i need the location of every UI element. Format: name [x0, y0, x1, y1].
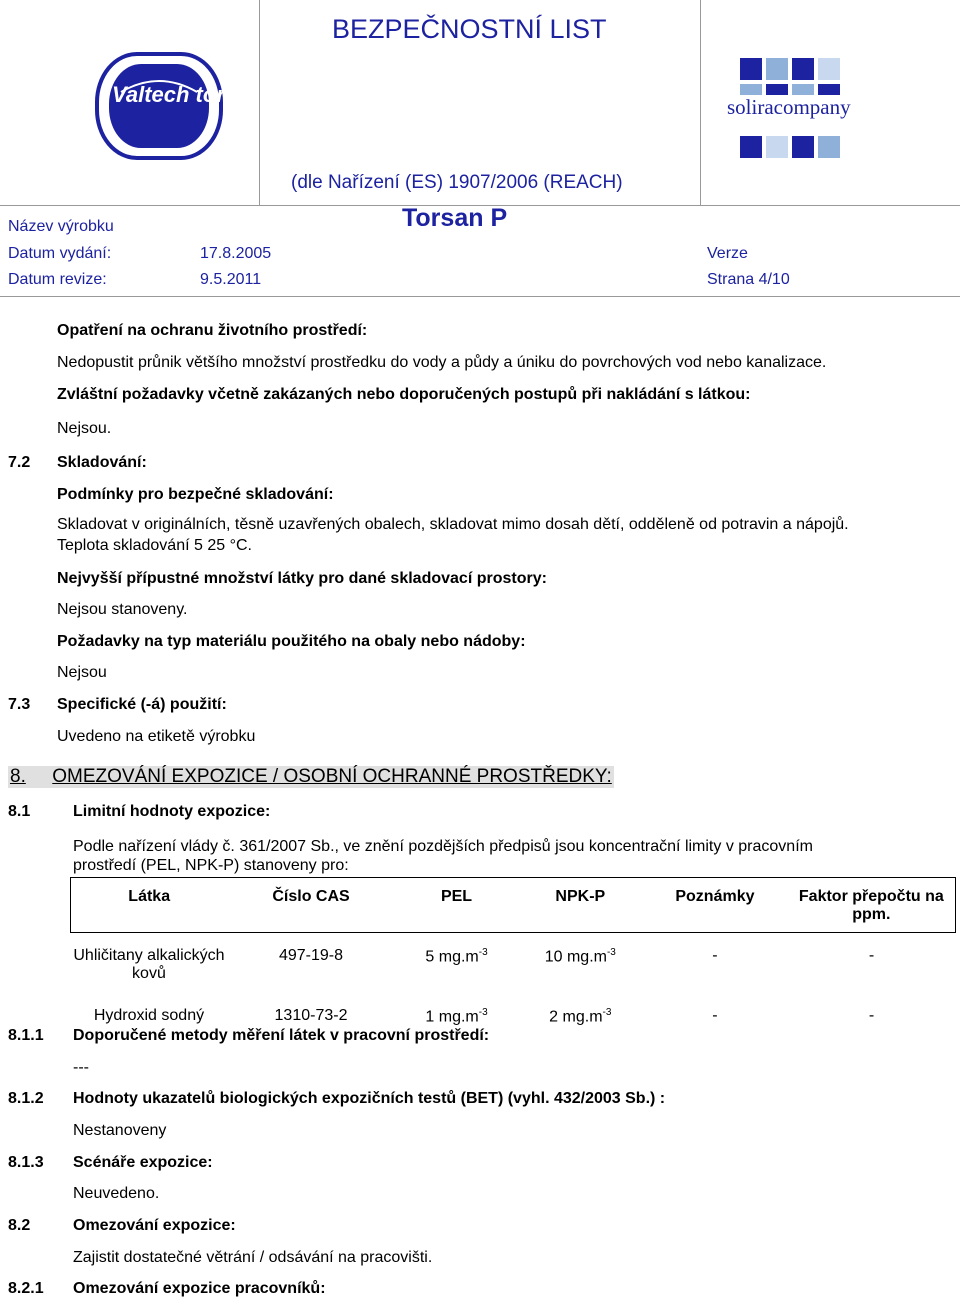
regulation-subtitle: (dle Nařízení (ES) 1907/2006 (REACH)	[291, 172, 623, 193]
pel-value: 5 mg.m	[425, 948, 479, 966]
section-7-3-number: 7.3	[8, 696, 31, 713]
storage-conditions-heading: Podmínky pro bezpečné skladování:	[57, 486, 334, 503]
npk-exponent: -3	[602, 1007, 612, 1018]
valtech-logo-text: Valtech tors	[112, 82, 238, 107]
revision-date-value: 9.5.2011	[200, 271, 262, 288]
table-cell-pel	[395, 933, 519, 1000]
storage-conditions-text: Skladovat v originálních, těsně uzavřených obalech, skladovat mimo dosah dětí, odděleně od potravin a nápojů.	[57, 516, 849, 533]
pel-exponent: -3	[478, 1007, 488, 1018]
section-8-1-1-text: ---	[73, 1059, 89, 1076]
column-header-pel: PEL	[395, 878, 519, 933]
product-label: Název výrobku	[8, 218, 114, 235]
section-7-3-text: Uvedeno na etiketě výrobku	[57, 728, 256, 745]
npk-value: 10 mg.m	[544, 948, 607, 966]
env-heading: Opatření na ochranu životního prostředí:	[57, 322, 368, 339]
table-cell-npk	[518, 933, 642, 1000]
npk-value: 2 mg.m	[549, 1008, 603, 1026]
section-8-2-title: Omezování expozice:	[73, 1217, 236, 1234]
document-title: BEZPEČNOSTNÍ LIST	[332, 14, 607, 44]
table-cell-ppm-factor: -	[868, 947, 875, 964]
env-text: Nedopustit průnik většího množství prostředku do vody a půdy a úniku do povrchových vod nebo kanalizace.	[57, 354, 827, 371]
table-cell-cas: 1310-73-2	[274, 1007, 348, 1024]
product-name: Torsan P	[402, 204, 508, 232]
column-header-substance: Látka	[71, 878, 228, 933]
section-8-1-title: Limitní hodnoty expozice:	[73, 803, 271, 820]
table-cell-npk	[518, 999, 642, 1030]
section-8-1-text-line1: Podle nařízení vlády č. 361/2007 Sb., ve znění pozdějších předpisů jsou koncentrační limity v pracovním	[73, 838, 813, 855]
column-header-npk: NPK-P	[518, 878, 642, 933]
section-8-1-2-number: 8.1.2	[8, 1090, 44, 1107]
table-cell-notes: -	[712, 1007, 718, 1024]
column-header-cas: Číslo CAS	[227, 878, 394, 933]
version-label: Verze	[707, 245, 748, 262]
table-cell-substance: Hydroxid sodný	[93, 1007, 205, 1024]
solira-logo-text: soliracompany	[727, 95, 851, 119]
max-quantity-heading: Nejvyšší přípustné množství látky pro dané skladovací prostory:	[57, 570, 547, 587]
section-8-1-text-line2: prostředí (PEL, NPK-P) stanoveny pro:	[73, 857, 349, 874]
table-cell-notes: -	[712, 947, 718, 964]
section-8-heading	[8, 766, 614, 788]
npk-exponent: -3	[606, 947, 616, 958]
section-8-1-2-title: Hodnoty ukazatelů biologických expozičních testů (BET) (vyhl. 432/2003 Sb.) :	[73, 1090, 666, 1107]
packaging-heading: Požadavky na typ materiálu použitého na obaly nebo nádoby:	[57, 633, 526, 650]
column-header-notes: Poznámky	[642, 878, 788, 933]
section-7-3-title: Specifické (-á) použití:	[57, 696, 227, 713]
section-8-1-3-text: Neuvedeno.	[73, 1185, 160, 1202]
storage-temperature-text: Teplota skladování 5 25 °C.	[57, 537, 252, 554]
max-quantity-text: Nejsou stanoveny.	[57, 601, 188, 618]
section-8-number: 8.	[10, 766, 26, 787]
issue-date-value: 17.8.2005	[200, 245, 272, 262]
header-bottom-divider	[0, 296, 960, 297]
table-cell-cas: 497-19-8	[278, 947, 344, 964]
section-8-2-number: 8.2	[8, 1217, 31, 1234]
section-7-2-title: Skladování:	[57, 454, 147, 471]
revision-date-label: Datum revize:	[8, 271, 107, 288]
issue-date-label: Datum vydání:	[8, 245, 112, 262]
pel-exponent: -3	[478, 947, 488, 958]
table-header-row	[71, 878, 956, 933]
packaging-text: Nejsou	[57, 664, 107, 681]
exposure-limits-table	[70, 877, 956, 1030]
table-cell-pel	[395, 999, 519, 1030]
column-header-ppm-factor: Faktor přepočtu na ppm.	[788, 878, 956, 933]
table-row	[71, 999, 956, 1030]
section-8-1-3-number: 8.1.3	[8, 1154, 44, 1171]
page-number: Strana 4/10	[707, 271, 790, 288]
section-8-title: OMEZOVÁNÍ EXPOZICE / OSOBNÍ OCHRANNÉ PROSTŘEDKY:	[52, 766, 612, 787]
section-8-1-2-text: Nestanoveny	[73, 1122, 167, 1139]
pel-value: 1 mg.m	[425, 1008, 479, 1026]
special-text: Nejsou.	[57, 420, 112, 437]
table-cell-ppm-factor: -	[868, 1007, 875, 1024]
section-8-2-1-number: 8.2.1	[8, 1280, 44, 1297]
section-8-1-1-number: 8.1.1	[8, 1027, 44, 1044]
section-8-1-number: 8.1	[8, 803, 31, 820]
section-8-2-1-title: Omezování expozice pracovníků:	[73, 1280, 326, 1297]
table-cell-substance: Uhličitany alkalických kovů	[73, 947, 225, 982]
section-8-2-text: Zajistit dostatečné větrání / odsávání na pracovišti.	[73, 1249, 433, 1266]
table-row	[71, 933, 956, 1000]
section-8-1-1-title: Doporučené metody měření látek v pracovní prostředí:	[73, 1027, 490, 1044]
section-8-1-3-title: Scénáře expozice:	[73, 1154, 213, 1171]
special-heading: Zvláštní požadavky včetně zakázaných nebo doporučených postupů při nakládání s látkou:	[57, 386, 751, 403]
section-7-2-number: 7.2	[8, 454, 31, 471]
